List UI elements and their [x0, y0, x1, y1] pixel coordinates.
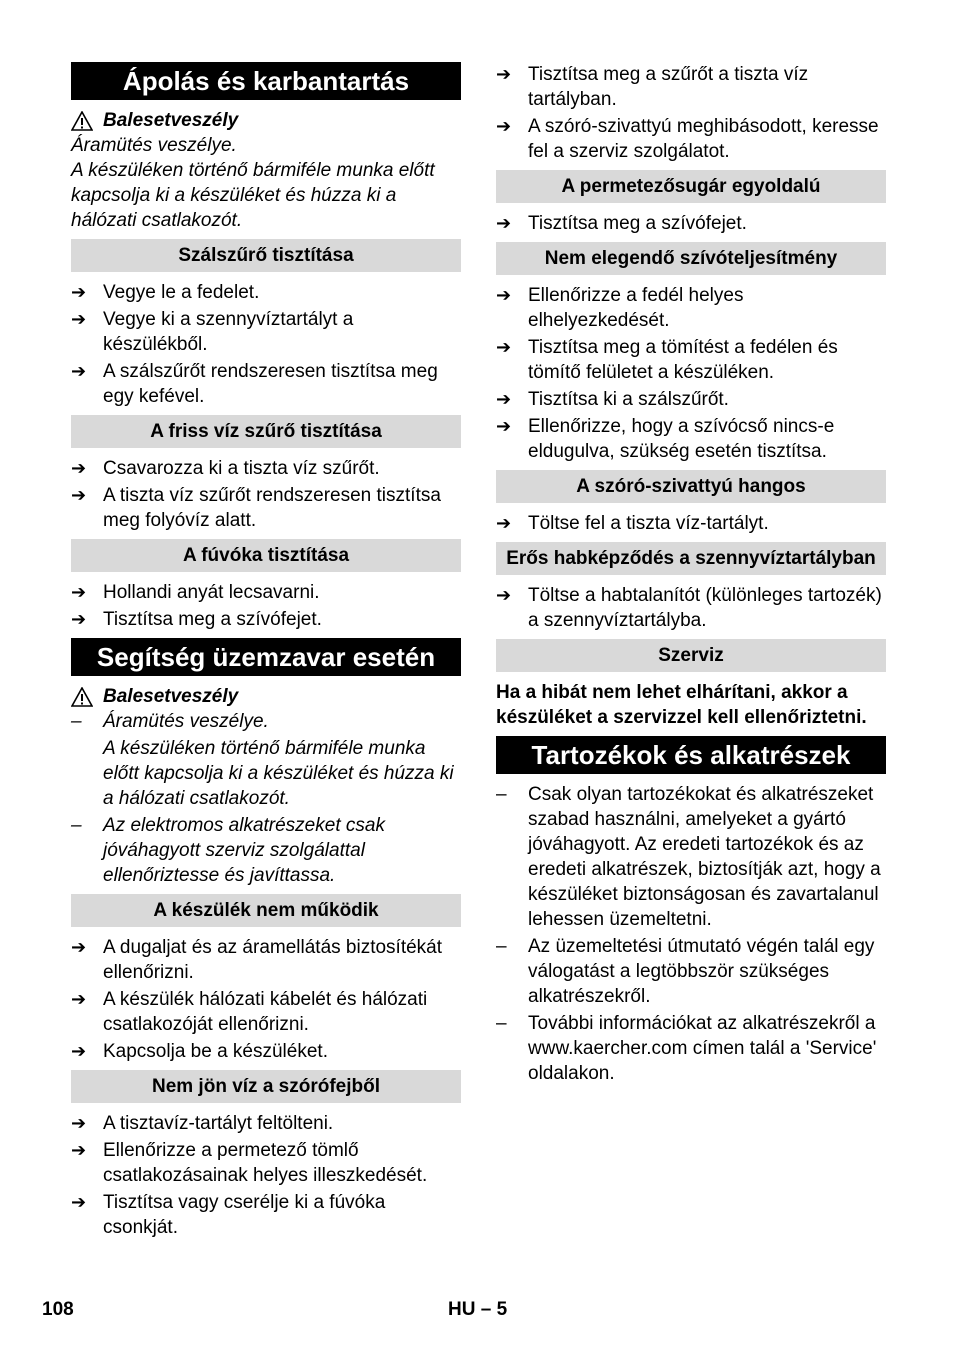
list-item: ➔ Töltse fel a tiszta víz-tartályt. — [496, 513, 769, 534]
list-item: ➔ Tisztítsa meg a szívófejet. — [496, 213, 747, 234]
list-item: ➔ Vegye le a fedelet. — [71, 282, 260, 303]
list-item: ➔ Hollandi anyát lecsavarni. — [71, 582, 320, 603]
arrow-right-icon: ➔ — [71, 458, 87, 478]
arrow-right-icon: ➔ — [496, 64, 512, 84]
list-item: ➔ Csavarozza ki a tiszta víz szűrőt. — [71, 458, 380, 479]
arrow-right-icon: ➔ — [71, 1192, 87, 1212]
right-column — [496, 62, 886, 1092]
arrow-right-icon: ➔ — [71, 609, 87, 629]
list-item: – Csak olyan tartozékokat és alkatrészeket szabad használni, amelyeket a gyártó jóváhagyott. Az eredeti tartozékok és az eredeti alkatrészek, biztosítják azt, hogy a készüléket biztonságosan és zavartalanul lehessen üzemeltetni. — [496, 784, 881, 930]
list-item: – További információkat az alkatrészekről a www.kaercher.com címen talál a 'Service' oldalakon. — [496, 1013, 877, 1084]
service-text: Ha a hibát nem lehet elhárítani, akkor a készüléket a szervizzel kell ellenőriztetni. — [496, 682, 867, 728]
page-number: 108 — [42, 1299, 74, 1320]
warning-heading — [71, 684, 461, 709]
list-item: ➔ Tisztítsa meg a tömítést a fedélen és tömítő felületet a készüléken. — [496, 337, 838, 383]
list-item: ➔ A szálszűrőt rendszeresen tisztítsa meg egy kefével. — [71, 361, 438, 407]
subsection-title: Erős habképződés a szennyvíztartályban — [496, 542, 886, 575]
list-item: ➔ A tiszta víz szűrőt rendszeresen tisztítsa meg folyóvíz alatt. — [71, 485, 441, 531]
left-column — [71, 62, 461, 1246]
instruction-list — [71, 935, 461, 1064]
subsection-title: A szóró-szivattyú hangos — [496, 470, 886, 503]
arrow-right-icon: ➔ — [496, 116, 512, 136]
language-page-label: HU – 5 — [448, 1299, 508, 1320]
arrow-right-icon: ➔ — [71, 1113, 87, 1133]
instruction-list — [71, 456, 461, 533]
list-item: ➔ A dugaljat és az áramellátás biztosítékát ellenőrizni. — [71, 937, 443, 983]
warning-title: Balesetveszély — [103, 686, 239, 707]
warning-text-2: A készüléken történő bármiféle munka előtt kapcsolja ki a készüléket és húzza ki a hálózati csatlakozót. — [71, 160, 435, 231]
arrow-right-icon: ➔ — [496, 337, 512, 357]
list-item: ➔ Tisztítsa meg a szívófejet. — [71, 609, 322, 630]
list-item: ➔ Töltse a habtalanítót (különleges tartozék) a szennyvíztartályba. — [496, 585, 882, 631]
section-title-help: Segítség üzemzavar esetén — [71, 638, 461, 676]
instruction-list — [71, 1111, 461, 1240]
instruction-list — [496, 583, 886, 633]
list-item: – Az elektromos alkatrészeket csak jóváhagyott szerviz szolgálattal ellenőriztesse és javíttassa. — [71, 815, 385, 886]
arrow-right-icon: ➔ — [71, 937, 87, 957]
list-item: ➔ A tisztavíz-tartályt feltölteni. — [71, 1113, 334, 1134]
instruction-list — [496, 283, 886, 464]
arrow-right-icon: ➔ — [71, 1140, 87, 1160]
arrow-right-icon: ➔ — [71, 361, 87, 381]
list-item: ➔ Tisztítsa vagy cserélje ki a fúvóka csonkját. — [71, 1192, 386, 1238]
list-item: ➔ Tisztítsa ki a szálszűrőt. — [496, 389, 729, 410]
subsection-title: A permetezősugár egyoldalú — [496, 170, 886, 203]
list-item: ➔ Ellenőrizze a permetező tömlő csatlakozásainak helyes illeszkedését. — [71, 1140, 428, 1186]
subsection-title: Szerviz — [496, 639, 886, 672]
warning-heading — [71, 108, 461, 133]
arrow-right-icon: ➔ — [71, 1041, 87, 1061]
list-item: – Az üzemeltetési útmutató végén talál egy válogatást a legtöbbször szükséges alkatrészekről. — [496, 936, 875, 1007]
warning-title: Balesetveszély — [103, 110, 239, 131]
list-item: ➔ Tisztítsa meg a szűrőt a tiszta víz tartályban. — [496, 64, 809, 110]
warning-text-1: Áramütés veszélye. — [71, 135, 237, 156]
arrow-right-icon: ➔ — [496, 585, 512, 605]
arrow-right-icon: ➔ — [71, 989, 87, 1009]
subsection-title: A friss víz szűrő tisztítása — [71, 415, 461, 448]
subsection-title: A fúvóka tisztítása — [71, 539, 461, 572]
warning-list — [71, 709, 461, 888]
subsection-title: Szálszűrő tisztítása — [71, 239, 461, 272]
list-item: A készüléken történő bármiféle munka előtt kapcsolja ki a készüléket és húzza ki a hálózati csatlakozót. — [103, 738, 454, 809]
section-title-accessories: Tartozékok és alkatrészek — [496, 736, 886, 774]
section-title-care: Ápolás és karbantartás — [71, 62, 461, 100]
accessories-list — [496, 782, 886, 1086]
list-item: ➔ Ellenőrizze, hogy a szívócső nincs-e eldugulva, szükség esetén tisztítsa. — [496, 416, 835, 462]
arrow-right-icon: ➔ — [496, 513, 512, 533]
instruction-list — [496, 62, 886, 164]
list-item: – Áramütés veszélye. — [71, 711, 269, 732]
arrow-right-icon: ➔ — [496, 285, 512, 305]
arrow-right-icon: ➔ — [496, 416, 512, 436]
list-item: ➔ Kapcsolja be a készüléket. — [71, 1041, 328, 1062]
instruction-list — [71, 580, 461, 632]
list-item: ➔ A készülék hálózati kábelét és hálózati csatlakozóját ellenőrizni. — [71, 989, 428, 1035]
instruction-list — [71, 280, 461, 409]
warning-triangle-icon — [71, 111, 93, 131]
list-item: ➔ Ellenőrizze a fedél helyes elhelyezkedését. — [496, 285, 744, 331]
instruction-list — [496, 211, 886, 236]
arrow-right-icon: ➔ — [496, 389, 512, 409]
subsection-title: A készülék nem működik — [71, 894, 461, 927]
subsection-title: Nem jön víz a szórófejből — [71, 1070, 461, 1103]
warning-triangle-icon — [71, 687, 93, 707]
arrow-right-icon: ➔ — [71, 485, 87, 505]
arrow-right-icon: ➔ — [71, 582, 87, 602]
list-item: ➔ A szóró-szivattyú meghibásodott, keresse fel a szerviz szolgálatot. — [496, 116, 879, 162]
instruction-list — [496, 511, 886, 536]
list-item: ➔ Vegye ki a szennyvíztartályt a készülékből. — [71, 309, 354, 355]
arrow-right-icon: ➔ — [71, 309, 87, 329]
arrow-right-icon: ➔ — [496, 213, 512, 233]
arrow-right-icon: ➔ — [71, 282, 87, 302]
subsection-title: Nem elegendő szívóteljesítmény — [496, 242, 886, 275]
